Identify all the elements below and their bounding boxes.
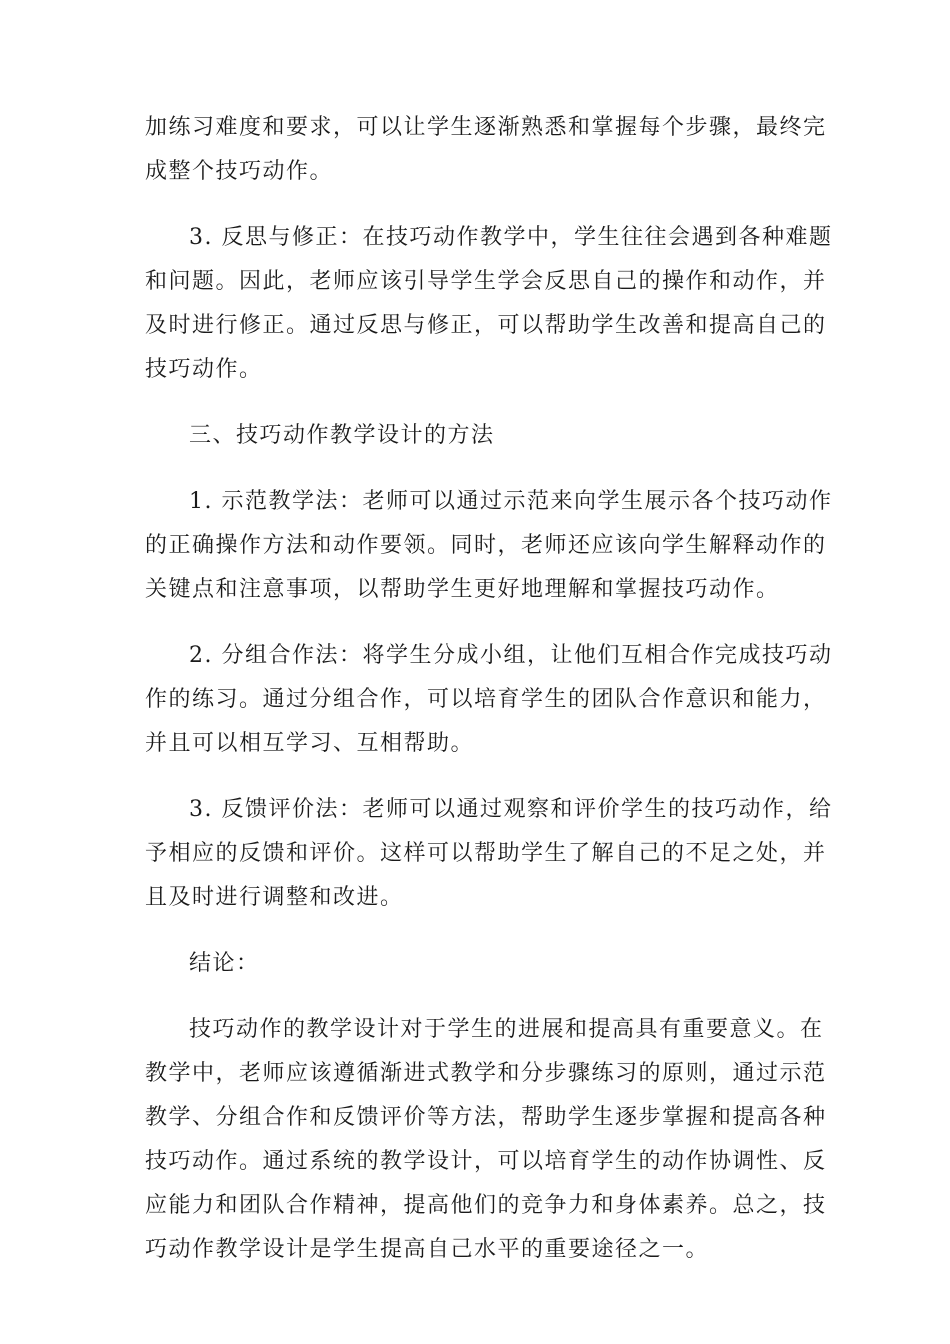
text-line: 教学、分组合作和反馈评价等方法，帮助学生逐步掌握和提高各种 — [145, 1105, 827, 1130]
text-line: 1. 示范教学法：老师可以通过示范来向学生展示各个技巧动作 — [189, 489, 833, 514]
text-line: 3. 反思与修正：在技巧动作教学中，学生往往会遇到各种难题 — [189, 225, 833, 250]
text-line: 予相应的反馈和评价。这样可以帮助学生了解自己的不足之处，并 — [145, 841, 827, 866]
text-line: 关键点和注意事项，以帮助学生更好地理解和掌握技巧动作。 — [145, 577, 780, 602]
text-line: 3. 反馈评价法：老师可以通过观察和评价学生的技巧动作，给 — [189, 797, 833, 822]
heading-text: 结论： — [189, 951, 260, 976]
text-line: 及时进行修正。通过反思与修正，可以帮助学生改善和提高自己的 — [145, 313, 827, 338]
paragraph-feedback — [145, 788, 833, 920]
text-line: 加练习难度和要求，可以让学生逐渐熟悉和掌握每个步骤，最终完 — [145, 115, 827, 140]
paragraph-continuation — [145, 106, 827, 194]
text-line: 并且可以相互学习、互相帮助。 — [145, 731, 475, 756]
paragraph-reflection — [145, 216, 833, 392]
paragraph-group-work — [145, 634, 833, 766]
text-line: 巧动作教学设计是学生提高自己水平的重要途径之一。 — [145, 1237, 710, 1262]
text-line: 技巧动作。 — [145, 357, 263, 382]
text-line: 和问题。因此，老师应该引导学生学会反思自己的操作和动作，并 — [145, 269, 827, 294]
paragraph-demonstration — [145, 480, 833, 612]
section-heading — [145, 414, 805, 458]
text-line: 作的练习。通过分组合作，可以培育学生的团队合作意识和能力， — [145, 687, 827, 712]
text-line: 成整个技巧动作。 — [145, 159, 334, 184]
text-line: 应能力和团队合作精神，提高他们的竞争力和身体素养。总之，技 — [145, 1193, 827, 1218]
heading-text: 三、技巧动作教学设计的方法 — [189, 423, 495, 448]
text-line: 教学中，老师应该遵循渐进式教学和分步骤练习的原则，通过示范 — [145, 1061, 827, 1086]
text-line: 的正确操作方法和动作要领。同时，老师还应该向学生解释动作的 — [145, 533, 827, 558]
text-line: 2. 分组合作法：将学生分成小组，让他们互相合作完成技巧动 — [189, 643, 833, 668]
text-line: 技巧动作。通过系统的教学设计，可以培育学生的动作协调性、反 — [145, 1149, 827, 1174]
paragraph-conclusion — [145, 1008, 827, 1272]
text-line: 技巧动作的教学设计对于学生的进展和提高具有重要意义。在 — [189, 1017, 824, 1042]
text-line: 且及时进行调整和改进。 — [145, 885, 404, 910]
conclusion-heading — [145, 942, 805, 986]
document-body — [145, 106, 833, 1272]
